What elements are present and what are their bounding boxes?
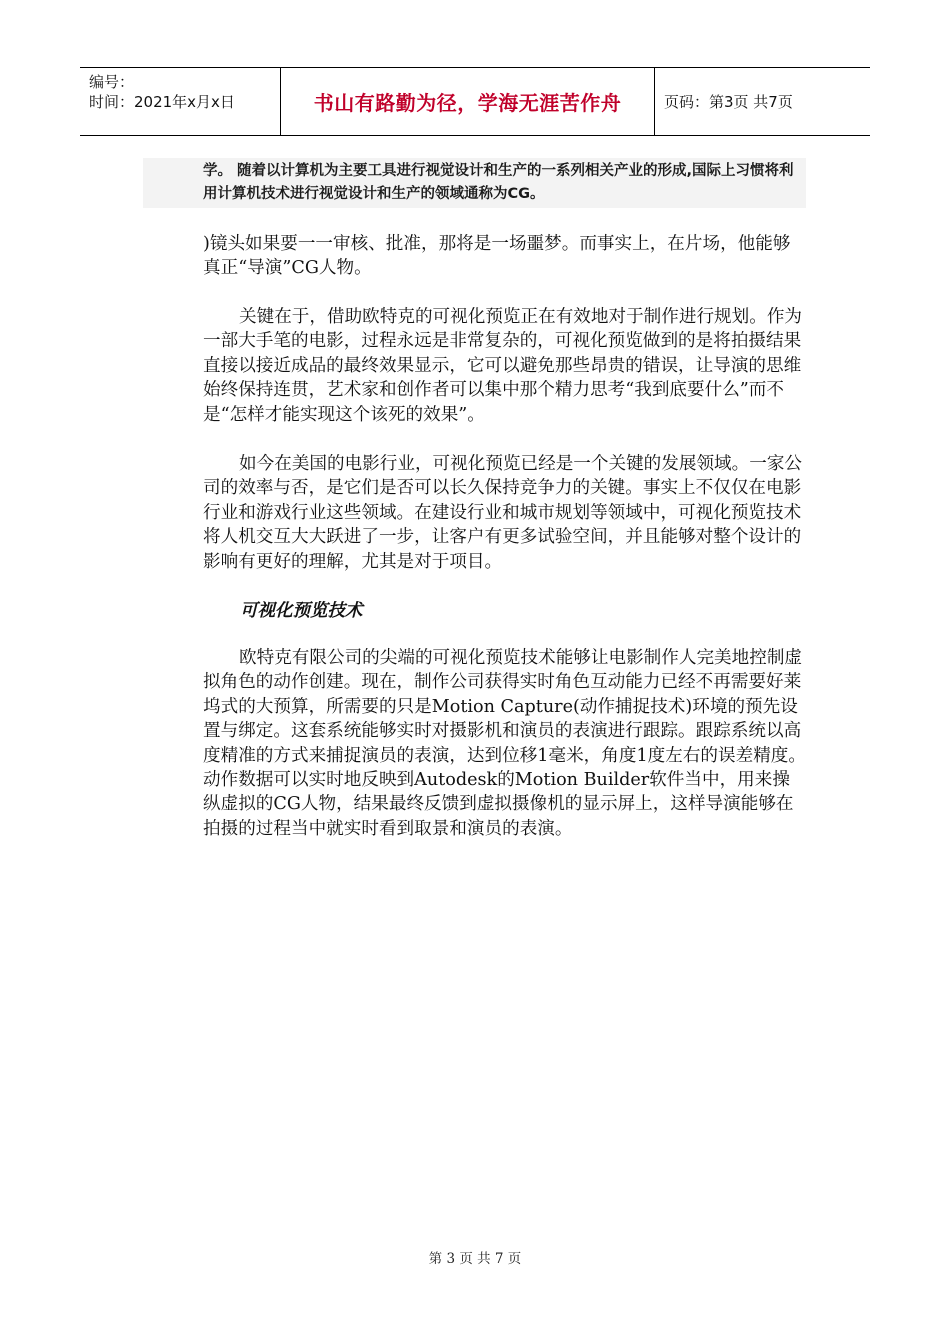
header-table: [80, 67, 870, 136]
header-meta-cell: [80, 68, 281, 135]
section-paragraph: 欧特克有限公司的尖端的可视化预览技术能够让电影制作人完美地控制虚拟角色的动作创建。现在，制作公司获得实时角色互动能力已经不再需要好莱坞式的大预算，所需要的只是Motion Capture(动作捕捉技术)环境的预先设置与绑定。这套系统能够实时对摄影机和演员的表演进行跟踪。跟踪系统以高度精准的方式来捕捉演员的表演，达到位移1毫米，角度1度左右的误差精度。动作数据可以实时地反映到Autodesk的Motion Builder软件当中，用来操纵虚拟的CG人物，结果最终反馈到虚拟摄像机的显示屏上，这样导演能够在拍摄的过程当中就实时看到取景和演员的表演。: [203, 648, 806, 839]
body-paragraph-1: )镜头如果要一一审核、批准，那将是一场噩梦。而事实上，在片场，他能够真正“导演”CG人物。: [203, 234, 791, 279]
highlight-text: 学。 随着以计算机为主要工具进行视觉设计和生产的一系列相关产业的形成,国际上习惯将利用计算机技术进行视觉设计和生产的领域通称为CG。: [203, 163, 794, 202]
page-footer: 第 3 页 共 7 页: [428, 1251, 522, 1267]
document-number-label: 编号：: [89, 73, 135, 91]
header-motto: 书山有路勤为径，学海无涯苦作舟: [281, 68, 655, 135]
section-heading: 可视化预览技术: [240, 601, 363, 621]
body-paragraph-3: 如今在美国的电影行业，可视化预览已经是一个关键的发展领域。一家公司的效率与否，是它们是否可以长久保持竞争力的关键。事实上不仅仅在电影行业和游戏行业这些领域。在建设行业和城市规划等领域中，可视化预览技术将人机交互大大跃进了一步，让客户有更多试验空间，并且能够对整个设计的影响有更好的理解，尤其是对于项目。: [203, 454, 803, 572]
header-page-info: 页码：第3页 共7页: [664, 93, 793, 111]
document-time-label: 时间：2021年x月x日: [89, 93, 235, 111]
body-paragraph-2: 关键在于，借助欧特克的可视化预览正在有效地对于制作进行规划。作为一部大手笔的电影，过程永远是非常复杂的，可视化预览做到的是将拍摄结果直接以接近成品的最终效果显示，它可以避免那些昂贵的错误，让导演的思维始终保持连贯，艺术家和创作者可以集中那个精力思考“我到底要什么”而不是“怎样才能实现这个该死的效果”。: [203, 307, 803, 425]
